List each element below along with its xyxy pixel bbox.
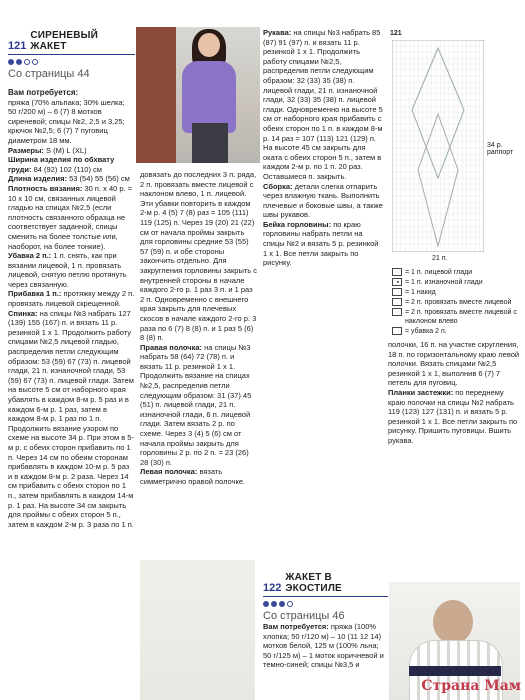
left-front xyxy=(140,467,258,486)
difficulty-dot xyxy=(32,59,38,65)
materials-text: пряжа (100% хлопка; 50 г/120 м) – 10 (11 12 14) мотков белой, 125 м (100% льна; 50 г/125 м) – 1 моток коричневой и темно-синей; спицы №3,5 и xyxy=(263,622,384,670)
k2tog-icon xyxy=(392,298,402,306)
legend-label: = убавка 2 п. xyxy=(405,328,447,335)
watermark: Страна Мам xyxy=(421,678,521,694)
article-title: ЖАКЕТ В ЭКОСТИЛЕ xyxy=(285,572,342,594)
ssk-icon xyxy=(392,308,402,316)
chart-legend xyxy=(392,268,520,337)
yarn-over-icon xyxy=(392,288,402,296)
materials-heading: Вам потребуется: xyxy=(263,622,329,631)
difficulty-dot xyxy=(8,59,14,65)
legend-item xyxy=(392,308,520,326)
photo-wall xyxy=(136,27,176,163)
model-skirt xyxy=(192,123,228,163)
column-2 xyxy=(140,170,258,487)
difficulty-dot xyxy=(287,601,293,607)
materials-text: пряжа (70% альпака; 30% шелка; 50 г/200 м) – 6 (7) 8 мотков сиреневой; спицы №2, 2,5 и 3,25; крючок №2,5; 6 (7) 7 пуговиц диаметром 18 мм. xyxy=(8,97,125,145)
article-number: 121 xyxy=(8,40,27,52)
legend-label: = 1 накид xyxy=(405,289,436,296)
article-number: 122 xyxy=(263,582,282,594)
decrease xyxy=(8,251,135,289)
decrease-text: 1 п. снять, как при вязании лицевой, 1 п. провязать лицевой, снятую петлю протянуть через связанную. xyxy=(8,251,127,289)
chest-heading: Ширина изделия по обхвату груди: xyxy=(8,155,115,174)
article-122-materials xyxy=(263,622,388,670)
legend-label: = 2 п. провязать вместе лицевой xyxy=(405,299,512,306)
assembly xyxy=(263,182,383,220)
sleeves-heading: Рукава: xyxy=(263,28,292,37)
length-heading: Длина изделия: xyxy=(8,174,68,184)
source-page: Со страницы 44 xyxy=(8,68,90,80)
stitch-count-label: 21 п. xyxy=(432,255,448,262)
chart-number: 121 xyxy=(390,30,402,37)
difficulty-dot xyxy=(271,601,277,607)
double-decrease-icon xyxy=(392,327,402,335)
difficulty-dot xyxy=(279,601,285,607)
legend-label: = 2 п. провязать вместе лицевой с наклоном влево xyxy=(405,309,517,325)
right-front-heading: Правая полочка: xyxy=(140,342,203,352)
legend-item xyxy=(392,327,520,336)
neckband-text: по краю горловины набрать петли на спицы №2 и вязать 5 р. резинкой 1 х 1. Все петли закрыть по рисунку. xyxy=(263,219,379,268)
increase-heading: Прибавка 1 п.: xyxy=(8,289,62,299)
sleeves-text: на спицы №3 набрать 85 (87) 91 (97) п. и вязать 11 р. резинкой 1 х 1. Продолжить работу спицами №2,5, распределив петли следующим образом: 32 (33) 35 (38) п. лицевой глади, 21 п. изнаночной глади, 32 (33) 35 (38) п. лицевой глади. Одновременно на высоте 5 см от наборного края прибавить с обеих сторон по 1 п. в каждом 8-м р. 14 раз = 107 (113) 121 (129) п. На высоте 45 см закрыть для оката с обеих сторон 5 п., затем в каждом 2-м р. по 1 п. 20 раз. Оставшиеся п. закрыть. xyxy=(263,28,383,181)
knit-stitch-icon xyxy=(392,268,402,276)
sizes-heading: Размеры: xyxy=(8,145,44,155)
density-heading: Плотность вязания: xyxy=(8,183,83,193)
model-head xyxy=(198,33,220,57)
column-3 xyxy=(263,28,383,268)
article-121-header xyxy=(8,30,135,52)
decrease-heading: Убавка 2 п.: xyxy=(8,251,52,261)
purl-stitch-icon xyxy=(392,278,402,286)
column-4 xyxy=(388,340,520,446)
right-front-text: на спицы №3 набрать 58 (64) 72 (78) п. и вязать 11 р. резинкой 1 х 1. Продолжить вязание на спицах №2,5, распределив петли следующим образом: 31 (37) 45 (51) п. лицевой глади, 21 п. изнаночной глади, 6 п. лицевой глади. Затем вязать 2 р. по схеме. Через 3 (4) 5 (6) см от начала проймы закрыть для горловины 2 р. по 2 п. = 23 (26) 28 (30) п. xyxy=(140,342,252,467)
density-text: 30 п. х 40 р. = 10 х 10 см, связанных лицевой гладью на спицах №2,5 (если плотность связанного образца не соответствует заданной, спицы сменить на более толстые или, наоборот, на более тонкие). xyxy=(8,183,133,251)
sleeves xyxy=(263,28,383,182)
left-front-text: вязать симметрично правой полочке. xyxy=(140,467,246,486)
model-head xyxy=(433,600,473,644)
density xyxy=(8,184,135,251)
legend-item xyxy=(392,288,520,297)
col2-text: довязать до последних 3 п. ряда, 2 п. провязать вместе лицевой с наклоном влево, 1 п. лицевой. Эти убавки повторить в каждом 2-м р. 4 (5) 7 (8) раз = 105 (111) 119 (125) п. Через 19 (20) 21 (22) см от начала проймы закрыть для горловины средние 53 (55) 57 (59) п. и обе стороны закончить отдельно. Для закругления горловины закрыть с внутренней стороны в начале каждого 2-го р. 1 раз 3 п. и 1 раз 2 п. Одновременно с внешнего края закрыть для плечевых скосов в начале каждого 2-го р. 3 раза по 6 (7) 8 (8) п. и 1 раз 5 (6) 8 (8) п. xyxy=(140,170,258,343)
difficulty-rating xyxy=(263,600,388,608)
knitting-chart xyxy=(392,40,484,252)
difficulty-dot xyxy=(263,601,269,607)
header-rule xyxy=(263,596,388,597)
legend-label: = 1 п. изнаночной глади xyxy=(405,279,483,286)
placket-text: по переднему краю полочки на спицы №2 набрать 119 (123) 127 (131) п. и вязать 5 р. резинкой 1 х 1. Все петли закрыть по рисунку. Пришить пуговицы. Вшить рукава. xyxy=(388,387,518,445)
sizes-text: S (M) L (XL) xyxy=(46,145,87,155)
legend-item xyxy=(392,268,520,277)
left-front-heading: Левая полочка: xyxy=(140,467,198,477)
right-front xyxy=(140,343,258,468)
materials xyxy=(263,622,388,670)
difficulty-dot xyxy=(16,59,22,65)
raport-label: 34 р. раппорт xyxy=(487,142,514,156)
source-page: Со страницы 46 xyxy=(263,610,345,622)
article-121-column xyxy=(8,0,135,529)
column-2-shade xyxy=(140,560,255,700)
header-rule xyxy=(8,54,135,55)
legend-item xyxy=(392,278,520,287)
legend-item xyxy=(392,298,520,307)
difficulty-dot xyxy=(24,59,30,65)
assembly-heading: Сборка: xyxy=(263,181,293,191)
back-heading: Спинка: xyxy=(8,308,38,318)
back-instructions xyxy=(8,309,135,530)
chest-text: 84 (92) 102 (110) см xyxy=(33,164,102,174)
increase xyxy=(8,289,135,308)
increase-text: протяжку между 2 п. провязать лицевой скрещенной. xyxy=(8,289,135,309)
sizes xyxy=(8,146,135,156)
article-title: СИРЕНЕВЫЙ ЖАКЕТ xyxy=(30,30,98,52)
back-text: на спицы №3 набрать 127 (139) 155 (167) п. и вязать 11 р. резинкой 1 х 1. Продолжить работу спицами №2,5 лицевой гладью, распределив петли следующим образом: 53 (59) 67 (73) п. лицевой глади, 21 п. изнаночной глади, 53 (59) 67 (73) п. лицевой глади. Затем на высоте 5 см от наборного края убавлять в каждом 8-м р. 5 раз и в каждом 6-м р. 1 раз, затем в каждом 8-м р. 1 раз по 1 п. Продолжить вязание узором по схеме на высоте 34 р. При этом в 5-м р. с обеих сторон прибавить по 1 п. Через 14 см по обеим сторонам прибавлять в каждом 10-м р. 5 раз и в каждом 8-м р. 2 раза. Через 14 см прибавить с обеих сторон по 1 п., затем прибавлять в каждом 14-м р. 1 раз. На высоте 34 см закрыть для проймы с обеих сторон 5 п., затем в каждом 2-м р. 3 раза по 1 п. xyxy=(8,308,134,529)
placket xyxy=(388,388,520,446)
chest-width xyxy=(8,155,135,174)
placket-heading: Планки застежки: xyxy=(388,387,454,397)
lilac-jacket-photo xyxy=(136,27,260,163)
length xyxy=(8,174,135,184)
materials-heading: Вам потребуется: xyxy=(8,88,79,97)
assembly-text: детали слегка отпарить через влажную ткань. Выполнить плечевые и боковые швы, а также швы рукавов. xyxy=(263,181,383,220)
neckband-heading: Бейка горловины: xyxy=(263,219,332,229)
col4-text: полочки, 16 п. на участке скругления, 18 п. по горизонтальному краю левой полочки. Вязать спицами №2,5 резинкой 1 х 1, выполнив 6 (7) 7 петель для пуговиц. xyxy=(388,340,520,388)
neckband xyxy=(263,220,383,268)
materials xyxy=(8,88,135,146)
length-text: 53 (54) 55 (56) см xyxy=(69,174,130,184)
sweater-stripe xyxy=(409,666,501,676)
difficulty-rating xyxy=(8,58,135,66)
legend-label: = 1 п. лицевой глади xyxy=(405,269,473,276)
